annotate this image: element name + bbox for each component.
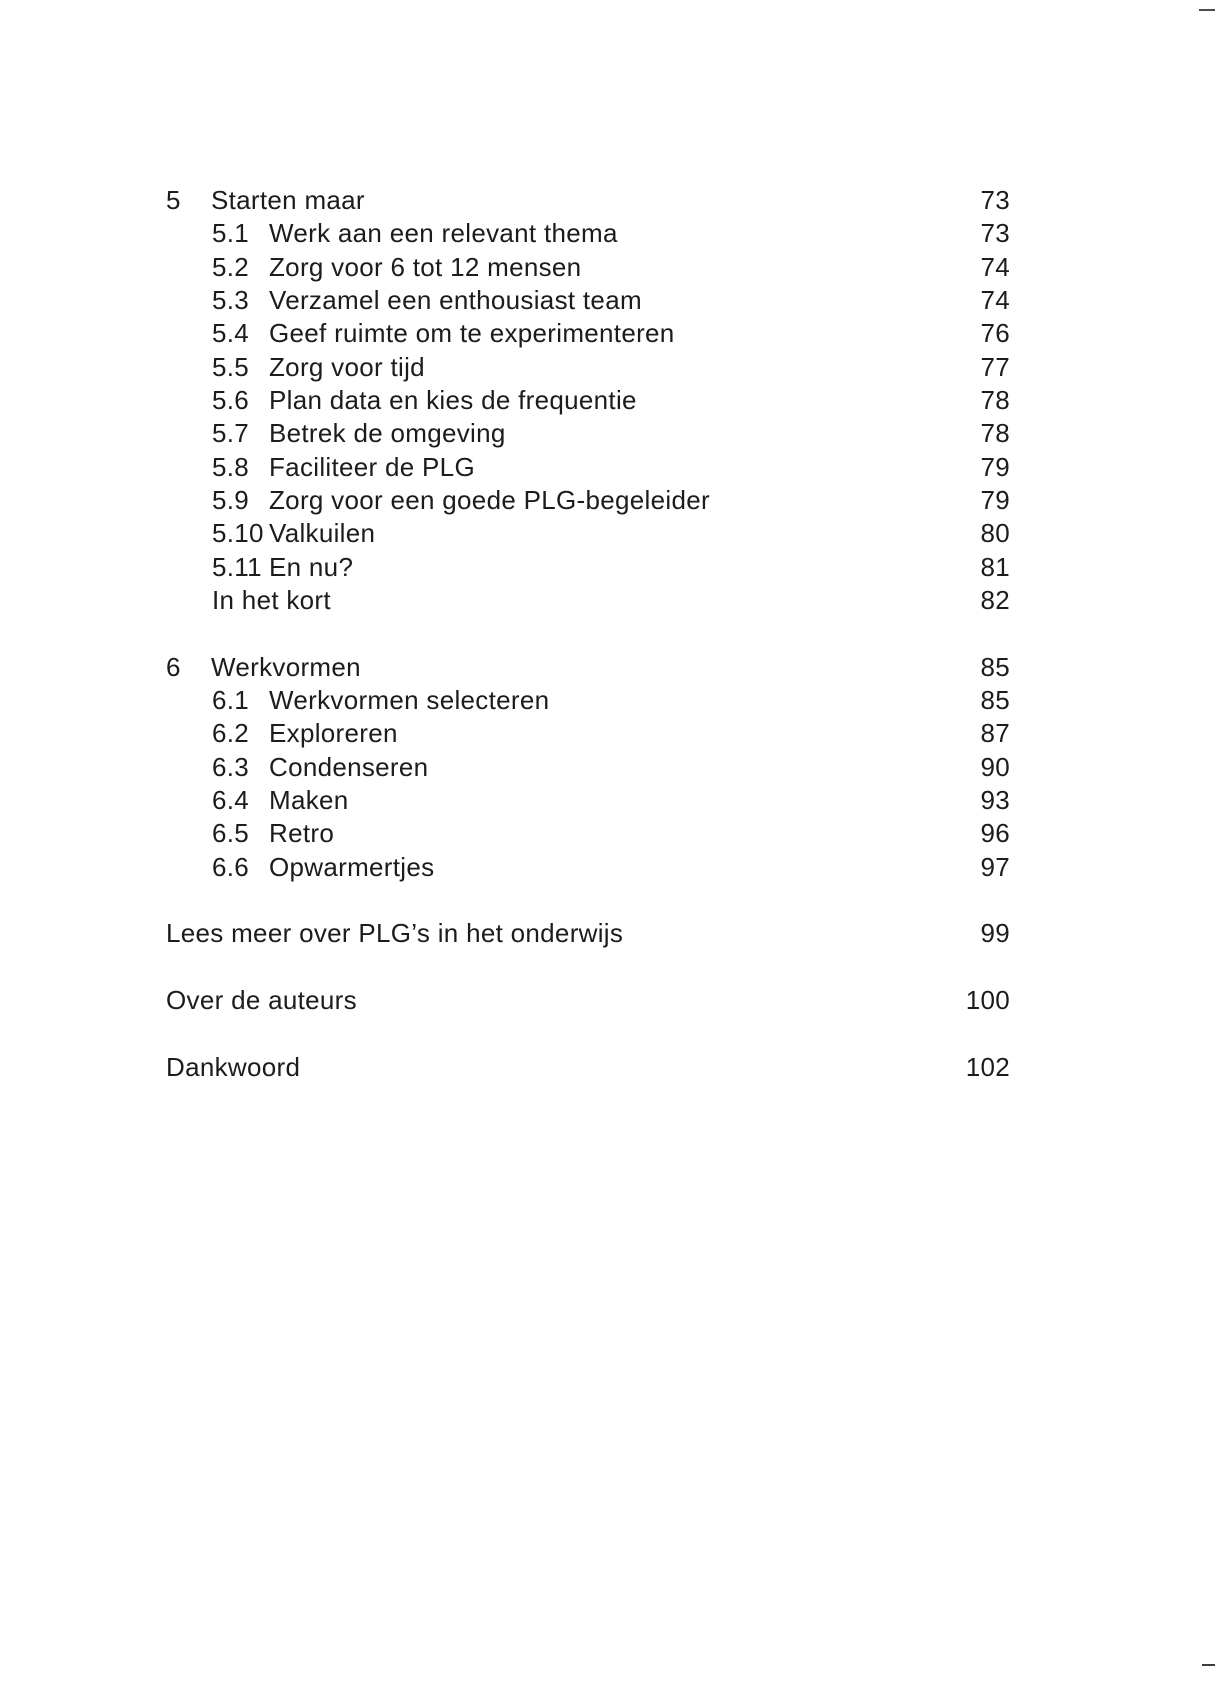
toc-row: [166, 251, 1010, 284]
toc-entry-number: 5: [166, 185, 181, 215]
toc-entry-page: 73: [980, 218, 1010, 249]
toc-row: [166, 284, 1010, 317]
toc-row: [166, 217, 1010, 250]
toc-entry-number: 5.11: [212, 551, 262, 582]
toc-entry-page: 87: [980, 718, 1010, 749]
toc-entry-page: 102: [965, 1051, 1010, 1082]
toc-entry-page: 85: [980, 651, 1010, 682]
toc-entry-page: 78: [980, 384, 1010, 415]
toc-entry-page: 93: [980, 784, 1010, 815]
toc-row: [166, 584, 1010, 617]
crop-mark-icon: [1199, 9, 1215, 11]
toc-entry-title: Geef ruimte om te experimenteren: [269, 318, 675, 349]
toc-row: [166, 651, 1010, 684]
toc-row: [166, 784, 1010, 817]
toc-entry-title: Werk aan een relevant thema: [269, 218, 618, 249]
toc-entry-number: 5.1: [212, 218, 250, 249]
toc-row: [166, 917, 1010, 950]
toc-entry-title: In het kort: [212, 584, 331, 615]
toc-entry-number: 5.8: [212, 451, 250, 482]
toc-entry-number: 5.5: [212, 351, 250, 382]
toc-entry-page: 76: [980, 318, 1010, 349]
toc-row: [166, 817, 1010, 850]
toc-entry-title: Exploreren: [269, 718, 398, 749]
toc-row: [166, 551, 1010, 584]
toc-row: [166, 184, 1010, 217]
toc-entry-title: Plan data en kies de frequentie: [269, 384, 637, 415]
toc-entry-number: 6.6: [212, 851, 250, 882]
toc-entry-number: 6.2: [212, 718, 250, 749]
toc-entry-page: 99: [980, 918, 1010, 949]
toc-entry-title: Werkvormen selecteren: [269, 684, 550, 715]
toc-row: [166, 751, 1010, 784]
toc-entry-page: 74: [980, 251, 1010, 282]
toc-entry-number: 5.3: [212, 284, 250, 315]
toc-entry-number: 5.4: [212, 318, 250, 349]
toc-row: [166, 851, 1010, 884]
toc-entry-page: 100: [965, 984, 1010, 1015]
toc-entry-title: Opwarmertjes: [269, 851, 435, 882]
toc-entry-title: Zorg voor een goede PLG-begeleider: [269, 484, 710, 515]
toc-entry-title: Werkvormen: [211, 651, 361, 682]
table-of-contents: [166, 184, 1010, 1084]
toc-entry-title: Zorg voor 6 tot 12 mensen: [269, 251, 582, 282]
toc-entry-page: 74: [980, 284, 1010, 315]
toc-entry-page: 81: [980, 551, 1010, 582]
toc-entry-title: Starten maar: [211, 185, 365, 215]
toc-entry-page: 77: [980, 351, 1010, 382]
toc-entry-title: Zorg voor tijd: [269, 351, 425, 382]
toc-row: [166, 1051, 1010, 1084]
toc-entry-page: 79: [980, 451, 1010, 482]
toc-entry-number: 5.10: [212, 518, 264, 549]
toc-entry-number: 5.9: [212, 484, 250, 515]
toc-row: [166, 484, 1010, 517]
toc-entry-number: 6.4: [212, 784, 250, 815]
toc-entry-number: 6.3: [212, 751, 250, 782]
toc-entry-number: 6.5: [212, 818, 250, 849]
toc-entry-page: 79: [980, 484, 1010, 515]
toc-entry-page: 82: [980, 584, 1010, 615]
toc-entry-title: Valkuilen: [269, 518, 376, 549]
toc-row: [166, 984, 1010, 1017]
toc-row: [166, 317, 1010, 350]
toc-entry-page: 73: [980, 185, 1010, 215]
toc-entry-number: 5.7: [212, 418, 250, 449]
toc-entry-title: Betrek de omgeving: [269, 418, 506, 449]
toc-row: [166, 417, 1010, 450]
toc-row: [166, 384, 1010, 417]
toc-row: [166, 717, 1010, 750]
toc-entry-title: Over de auteurs: [166, 984, 357, 1015]
toc-entry-title: Faciliteer de PLG: [269, 451, 475, 482]
toc-entry-title: Maken: [269, 784, 349, 815]
toc-entry-number: 5.6: [212, 384, 250, 415]
toc-rows: [166, 184, 1010, 1084]
toc-entry-title: Verzamel een enthousiast team: [269, 284, 642, 315]
toc-entry-number: 6.1: [212, 684, 250, 715]
toc-entry-page: 90: [980, 751, 1010, 782]
toc-entry-title: Condenseren: [269, 751, 429, 782]
toc-entry-page: 96: [980, 818, 1010, 849]
toc-row: [166, 351, 1010, 384]
toc-entry-number: 5.2: [212, 251, 250, 282]
toc-row: [166, 451, 1010, 484]
toc-entry-page: 97: [980, 851, 1010, 882]
toc-entry-page: 85: [980, 684, 1010, 715]
toc-entry-title: Dankwoord: [166, 1051, 301, 1082]
toc-entry-page: 80: [980, 518, 1010, 549]
toc-entry-number: 6: [166, 651, 181, 682]
toc-row: [166, 684, 1010, 717]
toc-entry-title: Lees meer over PLG’s in het onderwijs: [166, 918, 624, 949]
crop-mark-icon: [1202, 1664, 1215, 1666]
toc-entry-page: 78: [980, 418, 1010, 449]
toc-entry-title: En nu?: [269, 551, 354, 582]
toc-row: [166, 517, 1010, 550]
toc-entry-title: Retro: [269, 818, 335, 849]
